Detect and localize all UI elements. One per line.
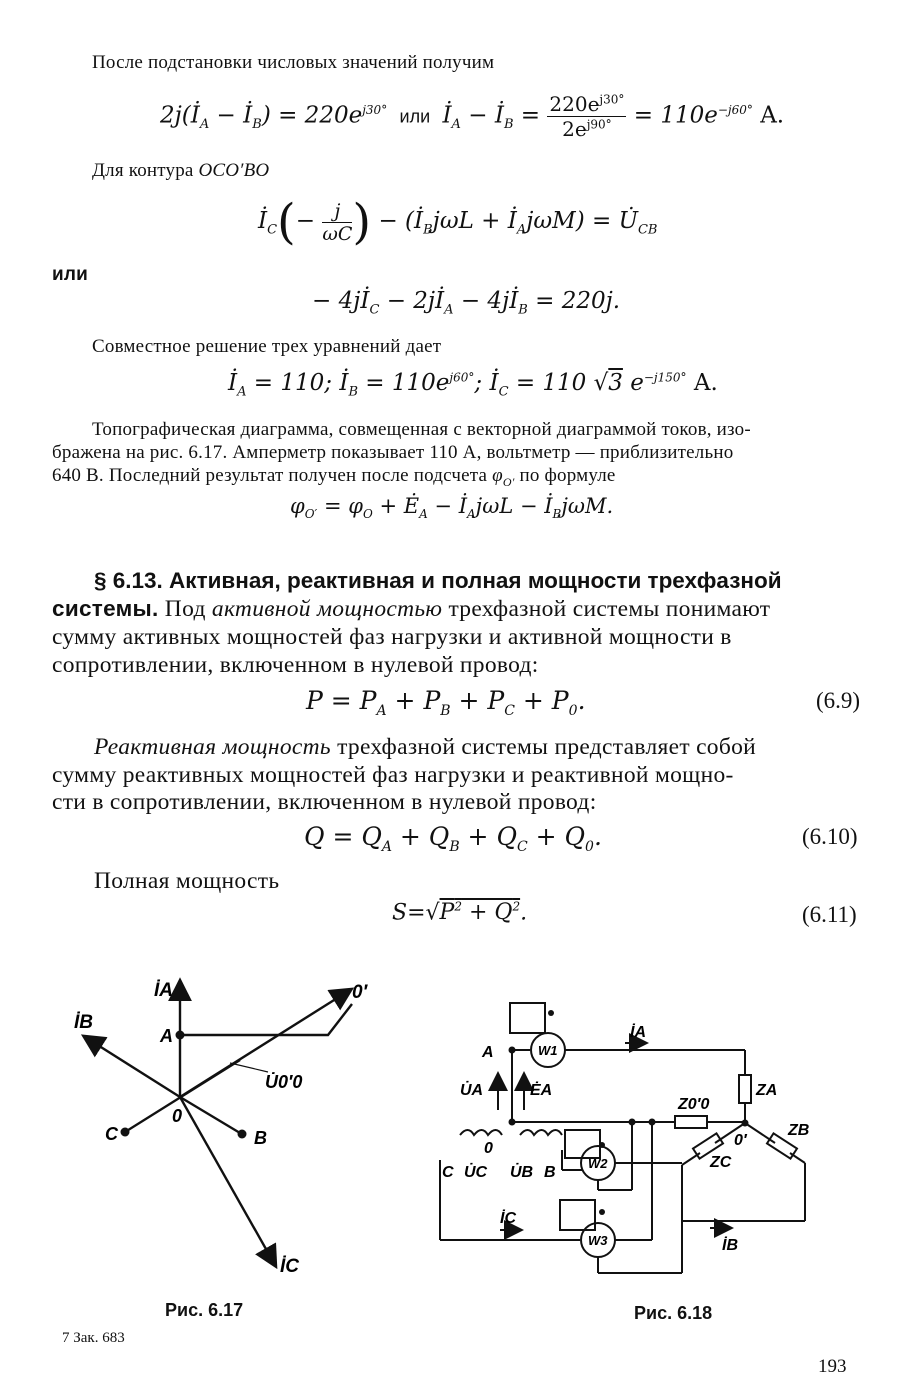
w2-marker <box>599 1142 605 1148</box>
page-number: 193 <box>818 1356 847 1377</box>
winding-b <box>520 1130 562 1135</box>
equation-6-11: $S=√P^2 + Q^2$. <box>392 900 528 926</box>
label-b: B <box>254 1128 267 1148</box>
label-ub: U̇B <box>510 1164 534 1181</box>
impedance-zoo <box>675 1116 707 1128</box>
leader-uoo <box>230 1063 268 1072</box>
point-b <box>238 1130 247 1139</box>
label-ua: U̇A <box>460 1082 484 1099</box>
label-c: C <box>105 1124 118 1144</box>
para-reactive-line1 <box>94 734 756 761</box>
label-a: A <box>482 1044 494 1061</box>
label-ib: İB <box>722 1237 738 1254</box>
figure-6-18 <box>420 995 820 1295</box>
node-neutral-left <box>509 1119 516 1126</box>
label-zc: ZC <box>710 1154 732 1171</box>
equation-number-6-11: (6.11) <box>802 902 857 927</box>
label-zoo: Z0′0 <box>678 1096 710 1113</box>
equation-6-10: $Q = Q_A + Q_B + Q_C + Q_0$. <box>304 822 602 855</box>
section-title-line1: § 6.13. Активная, реактивная и полная мощности трехфазной <box>94 568 782 593</box>
label-ia: İA <box>154 980 173 1001</box>
para-active-rest: трехфазной системы понимают <box>448 596 771 622</box>
label-o: 0 <box>172 1106 183 1126</box>
para-contour: Для контура OCO′BO <box>92 160 270 181</box>
equation-number-6-10: (6.10) <box>802 824 858 849</box>
equation-6-9: $P = P_A + P_B + P_C + P_0$. <box>306 686 586 719</box>
label-w3: W3 <box>588 1233 608 1248</box>
equation-number-6-9: (6.9) <box>816 688 861 713</box>
figure-6-18-caption: Рис. 6.18 <box>634 1303 713 1323</box>
footer-signature: 7 Зак. 683 <box>62 1330 125 1346</box>
label-o: 0 <box>484 1140 493 1157</box>
para-reactive-line2: сумму реактивных мощностей фаз нагрузки и реактивной мощно- <box>52 762 734 788</box>
para-active-line1 <box>52 596 770 623</box>
para-topo-line2: бражена на рис. 6.17. Амперметр показывает 110 А, вольтметр — приблизительно <box>52 442 734 463</box>
label-a: A <box>160 1026 173 1046</box>
word-or: или <box>52 264 89 285</box>
label-b: B <box>544 1164 556 1181</box>
equation-4: $İ_A = 110$; $İ_B = 110e^{j60^\circ}$; $İ_C = 110$ √3 $e^{-j150^\circ}$ A. <box>228 370 718 400</box>
w1-marker <box>548 1010 554 1016</box>
wire-zb-bottom <box>790 1153 805 1163</box>
label-c: C <box>442 1164 454 1181</box>
node-neutral-w3 <box>649 1119 656 1126</box>
label-ib: İB <box>74 1012 93 1033</box>
line-c-b <box>125 1060 240 1132</box>
para-reactive-line3: сти в сопротивлении, включенном в нулевой провод: <box>52 789 597 815</box>
vector-ic-line <box>180 1097 275 1265</box>
impedance-za <box>739 1075 751 1103</box>
section-title-line2: системы. <box>52 596 159 621</box>
w3-marker <box>599 1209 605 1215</box>
wire-zc-bottom <box>682 1153 700 1165</box>
equation-5: $\varphi_{O'} = \varphi_O$ + $Ė_A$ − $İ_Aj\omega L$ − $İ_Bj\omega M$. <box>290 494 614 522</box>
para-topo-line1: Топографическая диаграмма, совмещенная с векторной диаграммой токов, изо- <box>92 419 751 440</box>
w1-current-coil <box>510 1003 545 1033</box>
label-oprime: 0′ <box>352 982 368 1003</box>
label-ia: İA <box>630 1024 646 1041</box>
winding-c <box>460 1130 502 1135</box>
para-active-line3: сопротивлении, включенном в нулевой провод: <box>52 652 539 678</box>
figure-6-17-caption: Рис. 6.17 <box>165 1300 244 1320</box>
para-active-word: Под <box>164 596 206 622</box>
label-ea: ĖA <box>530 1082 553 1099</box>
label-ic: İC <box>280 1256 299 1277</box>
node-a <box>509 1047 516 1054</box>
equation-3: − $4jİ_C$ − $2jİ_A$ − $4jİ_B = 220j$. <box>312 288 621 318</box>
label-w2: W2 <box>588 1156 608 1171</box>
line-a-oprime <box>180 1004 352 1035</box>
w2-current-coil <box>565 1130 600 1158</box>
para-joint: Совместное решение трех уравнений дает <box>92 336 442 357</box>
wire-zb-top <box>745 1123 775 1143</box>
equation-2: $İ_C(-$ $\frac{j}{\omega C}$ ) − ($İ_Bj\omega L$ + $İ_Aj\omega M$) = $U̇_{CB}$ <box>258 194 658 250</box>
term-active-power: активной мощностью <box>211 596 443 622</box>
node-neutral-w2 <box>629 1119 636 1126</box>
label-zb: ZB <box>788 1122 810 1139</box>
vector-ib-line <box>85 1037 180 1097</box>
figure-6-17 <box>50 960 400 1290</box>
para-substitution: После подстановки числовых значений получим <box>92 52 495 73</box>
para-active-line2: сумму активных мощностей фаз нагрузки и активной мощности в <box>52 624 732 650</box>
point-a <box>176 1031 185 1040</box>
label-ic: İC <box>500 1210 516 1227</box>
para-topo-line3: 640 В. Последний результат получен после подсчета $\varphi_{O'}$ по формуле <box>52 465 616 489</box>
para-full-power: Полная мощность <box>94 868 280 894</box>
point-c <box>121 1128 130 1137</box>
label-uoo: U̇0′0 <box>265 1072 303 1092</box>
label-za: ZA <box>756 1082 778 1099</box>
equation-1: $2j(İ_A$ − $İ_B) = 220e^{j30^\circ}$ или $İ_A$ − $İ_B$ = $\frac{220e^{j30^\circ}}{2e^{j90^\circ}}$ = $110e^{-j60^\circ}$ A. <box>160 92 785 141</box>
label-oprime: 0′ <box>734 1132 747 1149</box>
term-reactive-power: Реактивная мощность <box>94 734 331 760</box>
node-oprime <box>742 1120 749 1127</box>
label-w1: W1 <box>538 1043 558 1058</box>
para-reactive-rest: трехфазной системы представляет собой <box>337 734 757 760</box>
label-uc: U̇C <box>464 1164 488 1181</box>
